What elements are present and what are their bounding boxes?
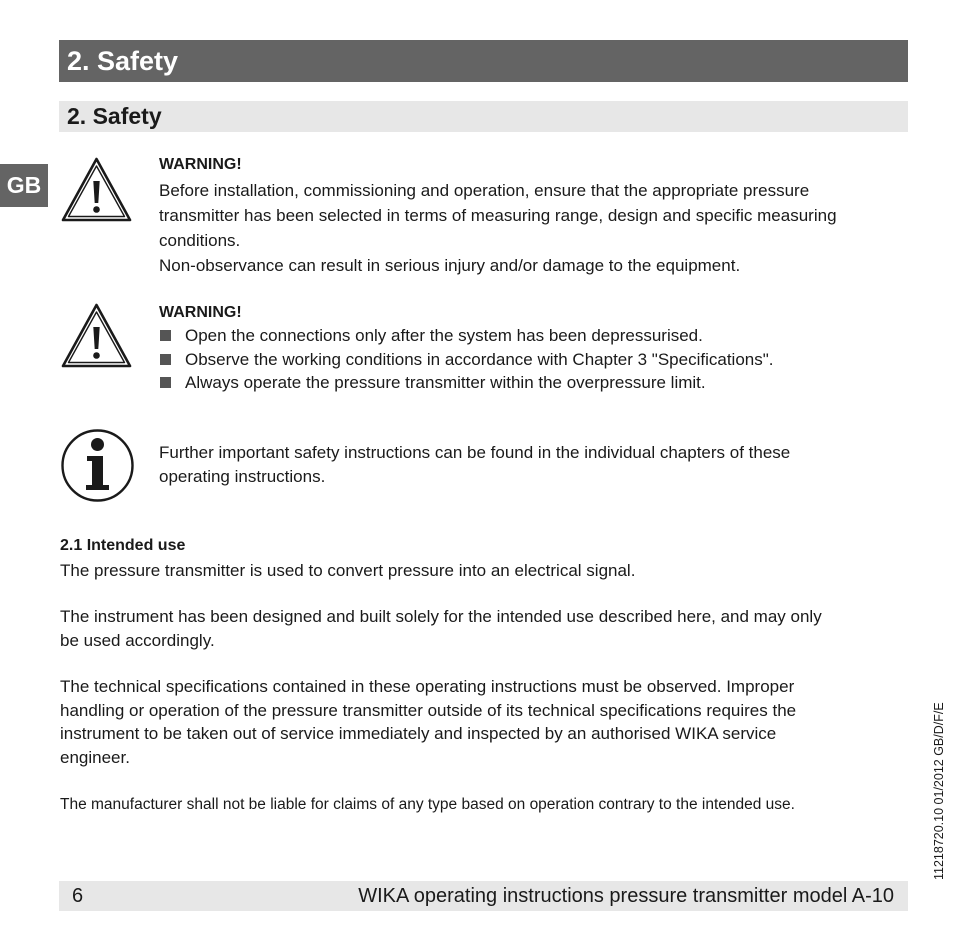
paragraph-line: handling or operation of the pressure transmitter outside of its technical specifications requires the [60,700,797,720]
paragraph-line: instrument to be taken out of service immediately and inspected by an authorised WIKA service [60,724,777,743]
intended-use-paragraph [60,605,910,652]
info-text-line: Further important safety instructions can be found in the individual chapters of these [159,443,791,462]
bullet-text: Observe the working conditions in accordance with Chapter 3 "Specifications". [185,349,774,369]
bullet-text: Open the connections only after the system has been depressurised. [185,326,703,345]
intended-use-paragraph [60,559,910,583]
warning-bullet-list [159,324,919,395]
warning-title: WARNING! [159,304,242,321]
intended-use-heading: 2.1 Intended use [60,537,186,554]
square-bullet-icon [160,377,171,388]
warning-text-line: conditions. [159,231,241,250]
info-icon [60,428,135,503]
page-number: 6 [72,885,84,907]
bullet-text: Always operate the pressure transmitter within the overpressure limit. [185,373,706,392]
language-tab: GB [0,164,48,207]
warning-text-line: transmitter has been selected in terms of measuring range, design and specific measuring [159,206,837,225]
page-footer [59,881,908,911]
paragraph-line: The instrument has been designed and built solely for the intended use described here, and may only [60,607,822,626]
warning-text [159,178,919,278]
chapter-title-bar: 2. Safety [59,40,908,82]
bullet-item [159,348,919,372]
info-text-line: operating instructions. [159,466,326,486]
paragraph-line: engineer. [60,747,130,767]
paragraph-line: be used accordingly. [60,630,215,650]
paragraph-line: The manufacturer shall not be liable for claims of any type based on operation contrary to the intended use. [60,796,795,813]
intended-use-paragraph [60,793,910,817]
info-text [159,441,919,488]
section-title-bar: 2. Safety [59,101,908,132]
bullet-item [159,324,919,348]
paragraph-line: The technical specifications contained in these operating instructions must be observed. Improper [60,677,795,696]
warning-text-line: Before installation, commissioning and operation, ensure that the appropriate pressure [159,181,810,200]
document-code: 11218720.10 01/2012 GB/D/F/E [932,702,946,880]
warning-triangle-icon [60,301,133,371]
square-bullet-icon [160,354,171,365]
footer-title: WIKA operating instructions pressure transmitter model A-10 [358,885,894,907]
intended-use-paragraph [60,675,910,769]
square-bullet-icon [160,330,171,341]
warning-text-line: Non-observance can result in serious injury and/or damage to the equipment. [159,256,741,275]
paragraph-line: The pressure transmitter is used to convert pressure into an electrical signal. [60,561,636,580]
warning-title: WARNING! [159,156,242,173]
bullet-item [159,371,919,395]
warning-triangle-icon [60,155,133,225]
